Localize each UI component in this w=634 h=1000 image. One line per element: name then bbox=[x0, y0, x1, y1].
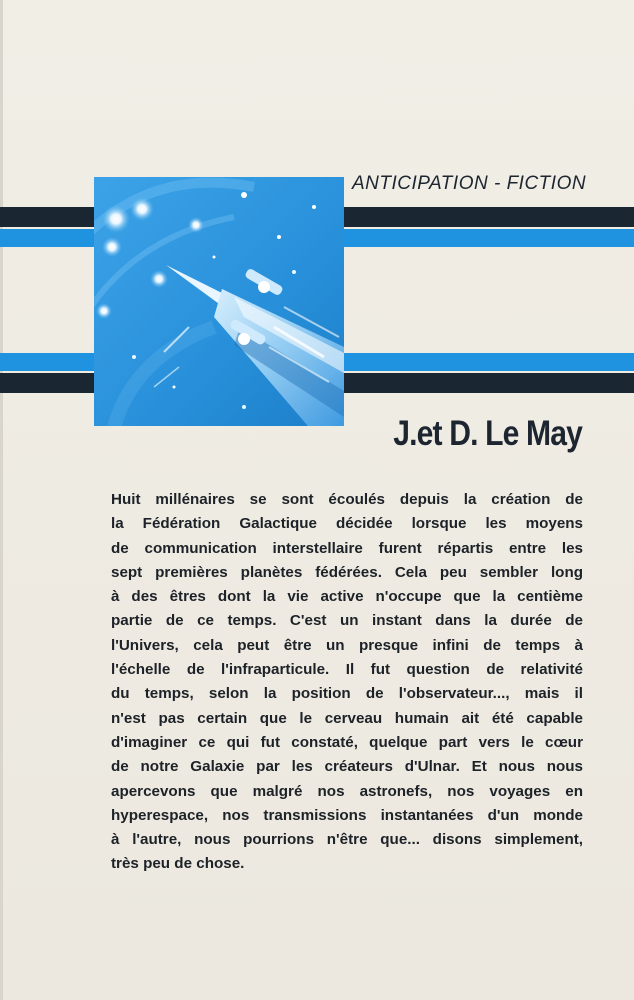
blurb-line: à l'autre, nous pourrions n'être que... disons simplement, bbox=[111, 831, 583, 849]
blurb-line: de communication interstellaire furent répartis entre les bbox=[111, 539, 583, 557]
blurb-line: du temps, selon la position de l'observateur..., mais il bbox=[111, 685, 583, 703]
series-title: ANTICIPATION - FICTION bbox=[352, 173, 587, 194]
blurb-line: partie de ce temps. C'est un instant dans la durée de bbox=[111, 612, 583, 630]
blurb-line: la Fédération Galactique décidée lorsque les moyens bbox=[111, 515, 583, 533]
blurb-line: l'Univers, cela peut être un presque infini de temps à bbox=[111, 636, 583, 654]
blurb-line: de notre Galaxie par les créateurs d'Ulnar. Et nous nous bbox=[111, 758, 583, 776]
spaceship-illustration bbox=[94, 177, 344, 426]
blurb-line: apercevons que malgré nos astronefs, nos voyages en bbox=[111, 782, 583, 800]
cover-illustration bbox=[94, 177, 344, 426]
blurb-line: Huit millénaires se sont écoulés depuis la création de bbox=[111, 491, 583, 508]
blurb-line: n'est pas certain que le cerveau humain ait été capable bbox=[111, 709, 583, 727]
blurb-line: l'échelle de l'infraparticule. Il fut question de relativité bbox=[111, 661, 583, 679]
page-edge bbox=[0, 0, 3, 1000]
blurb-line: sept premières planètes fédérées. Cela peu sembler long bbox=[111, 563, 583, 581]
blurb-line: d'imaginer ce qui fut constaté, quelque part vers le cœur bbox=[111, 733, 583, 751]
author-name: J.et D. Le May bbox=[393, 414, 582, 453]
back-cover-blurb bbox=[111, 488, 583, 877]
blurb-line: très peu de chose. bbox=[111, 855, 245, 873]
blurb-line: hyperespace, nos transmissions instantanées d'un monde bbox=[111, 806, 583, 824]
blurb-line: à des êtres dont la vie active n'occupe que la centième bbox=[111, 588, 583, 606]
